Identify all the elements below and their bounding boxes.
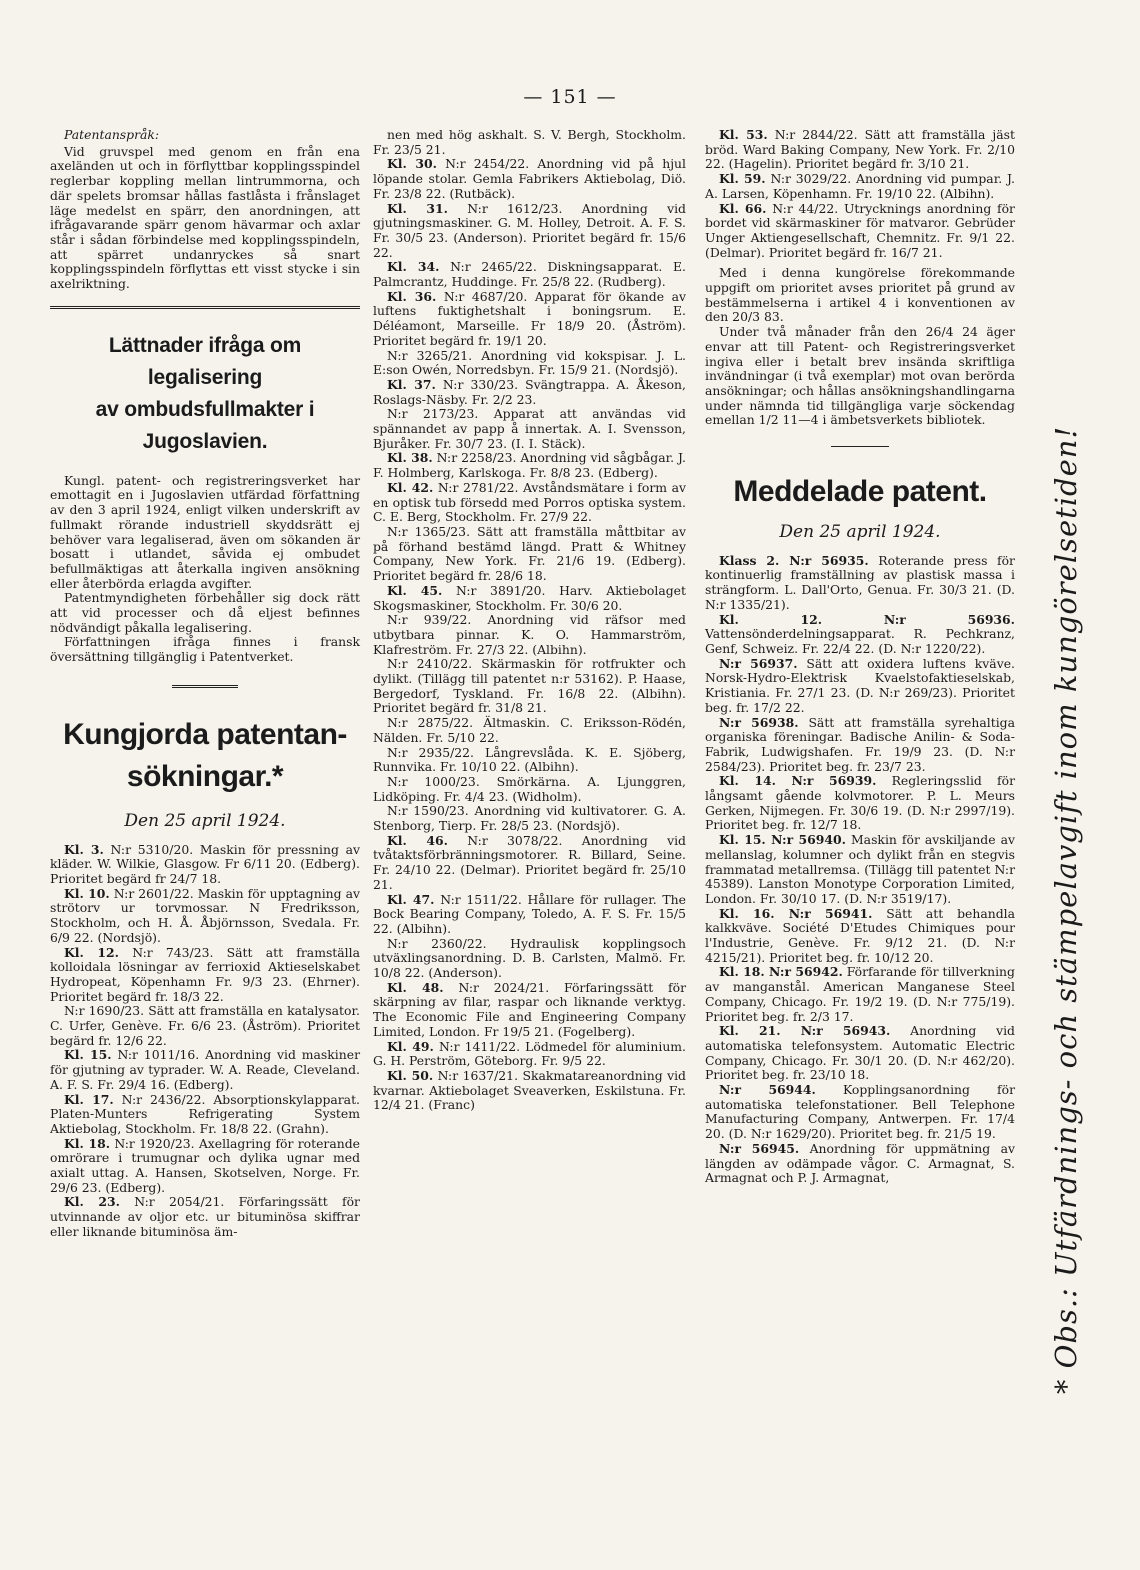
application-entry bbox=[705, 202, 1015, 261]
patent-entry-text: Sätt att framställa syrehaltiga organiska föreningar. Badische Anilin- & Soda-Fabrik, Ludwigshafen. Fr. 19/9 23. (D. N:r 2584/23). Prioritet beg. fr. 23/7 23. bbox=[705, 714, 1015, 774]
application-entry-text: N:r 44/22. Utrycknings anordning för bordet vid skärmaskiner för matvaror. Gebrüder Unger Aktiengesellschaft, Chemnitz. Fr. 9/1 22. (Delmar). Prioritet begärd fr. 16/7 21. bbox=[705, 200, 1015, 260]
application-entry bbox=[50, 1137, 360, 1196]
short-divider bbox=[831, 446, 889, 447]
application-entry-text: N:r 3265/21. Anordning vid kokspisar. J. L. E:son Owén, Norredsbyn. Fr. 15/9 21. (Nordsjö). bbox=[373, 347, 686, 378]
application-entry bbox=[373, 1069, 686, 1113]
application-entry-class: Kl. 46. bbox=[387, 832, 448, 848]
kungjorda-heading-line-2: sökningar.* bbox=[126, 759, 284, 793]
application-entry-text: N:r 2875/22. Ältmaskin. C. Eriksson-Rödén, Nälden. Fr. 5/10 22. bbox=[373, 715, 686, 745]
legalisation-paragraph: Författningen ifråga finnes i fransk översättning tillgänglig i Patentverket. bbox=[50, 634, 360, 665]
application-entry bbox=[373, 1040, 686, 1069]
column-1 bbox=[50, 128, 360, 1240]
patent-entry-class: N:r 56945. bbox=[719, 1140, 800, 1156]
patent-entry-class: Kl. 15. N:r 56940. bbox=[719, 832, 846, 848]
application-entry-class: Kl. 18. bbox=[64, 1135, 111, 1151]
application-entry bbox=[373, 716, 686, 745]
application-entry-text: N:r 3078/22. Anordning vid tvåtaktsförbränningsmotorer. R. Billard, Seine. Fr. 24/10 22. (Delmar). Prioritet begärd fr. 25/10 21. bbox=[373, 832, 686, 892]
application-entry-text: N:r 3029/22. Anordning vid pumpar. J. A. Larsen, Köpenhamn. Fr. 19/10 22. (Albihn). bbox=[705, 171, 1015, 201]
application-entry-class: Kl. 53. bbox=[719, 127, 768, 142]
application-entry bbox=[705, 128, 1015, 172]
column-3 bbox=[705, 128, 1015, 1186]
legalisation-heading-line-2: av ombudsfullmakter i bbox=[95, 397, 315, 421]
application-entry bbox=[373, 128, 686, 157]
application-entry bbox=[50, 843, 360, 887]
application-entry-text: N:r 2173/23. Apparat att användas vid spännandet av papp å innertak. A. I. Svensson, Bjuråker. Fr. 30/7 23. (I. I. Stäck). bbox=[373, 406, 686, 451]
patent-entry-class: N:r 56938. bbox=[719, 714, 799, 730]
application-entry bbox=[50, 1004, 360, 1048]
patent-entry-text: Vattensönderdelningsapparat. R. Pechkranz, Genf, Schweiz. Fr. 22/4 22. (D. N:r 1220/22). bbox=[705, 626, 1015, 656]
kungjorda-date: Den 25 april 1924. bbox=[124, 810, 286, 831]
application-entry-text: N:r 2410/22. Skärmaskin för rotfrukter och dylikt. (Tillägg till patentet n:r 53162). P. Haase, Bergedorf, Tyskland. Fr. 16/8 22. (Albihn). Prioritet begärd fr. 31/8 21. bbox=[373, 656, 686, 716]
application-entry-text: N:r 2465/22. Diskningsapparat. E. Palmcrantz, Huddinge. Fr. 25/8 22. (Rudberg). bbox=[373, 259, 686, 290]
patent-entry bbox=[705, 613, 1015, 657]
patent-entry-class: Kl. 12. N:r 56936. bbox=[719, 611, 1015, 627]
objection-notice: Under två månader från den 26/4 24 äger envar att till Patent- och Registreringsverket ingiva eller i betalt brev insända skriftliga invändningar (i två exemplar) mot ovan berörda ansökningar; och hållas ansökningshandlingarna under nämnda tid tillgängliga varje söckendag emellan 1/2 11—4 i ämbetsverkets bibliotek. bbox=[705, 324, 1015, 428]
application-entry-class: Kl. 66. bbox=[719, 200, 767, 216]
patent-entry-text: Förfarande för tillverkning av manganstål. American Manganese Steel Company, Chicago. Fr. 19/2 19. (D. N:r 775/19). Prioritet beg. fr. 2/3 17. bbox=[705, 964, 1015, 1024]
application-entry bbox=[373, 584, 686, 613]
sidebar-note-text: * Obs.: Utfärdnings- och stämpelavgift inom kungörelsetiden! bbox=[1049, 425, 1083, 1395]
application-entry bbox=[373, 893, 686, 937]
patent-entry-class: N:r 56944. bbox=[719, 1082, 816, 1098]
application-entry-text: N:r 1920/23. Axellagring för roterande omrörare i trumugnar och dylika ugnar med axialt uttag. A. Hansen, Skotselven, Norge. Fr. 29/6 23. (Edberg). bbox=[50, 1135, 360, 1195]
column-2 bbox=[373, 128, 686, 1113]
application-entry-text: N:r 4687/20. Apparat för ökande av luftens fuktighetshalt i boningsrum. E. Déléamont, Marseille. Fr 18/9 20. (Åström). Prioritet begärd fr. 19/1 20. bbox=[373, 288, 686, 348]
application-entry-text: N:r 1011/16. Anordning vid maskiner för gjutning av typrader. W. A. Reade, Cleveland. A. F. S. Fr. 29/4 16. (Edberg). bbox=[50, 1047, 360, 1092]
sidebar-note bbox=[1043, 250, 1089, 1570]
page-number: — 151 — bbox=[523, 86, 617, 108]
application-entry-class: Kl. 59. bbox=[719, 171, 766, 187]
application-entry-text: N:r 2454/22. Anordning vid på hjul löpande stolar. Gemla Fabrikers Aktiebolag, Diö. Fr. 23/8 22. (Rutbäck). bbox=[373, 156, 686, 201]
application-entry-class: Kl. 34. bbox=[387, 259, 440, 275]
patent-entry-text: Sätt att oxidera luftens kväve. Norsk-Hydro-Elektrisk Kvaelstofaktieselskab, Kristiania. Fr. 27/1 23. (D. N:r 269/23). Prioritet beg. fr. 17/2 22. bbox=[705, 655, 1015, 715]
patent-heading: Meddelade patent. bbox=[733, 475, 987, 509]
legalisation-paragraph: Patentmyndigheten förbehåller sig dock rätt att vid processer och då eljest befinnes nödvändigt påkalla legalisering. bbox=[50, 590, 360, 635]
application-entry bbox=[373, 202, 686, 261]
application-entry-class: Kl. 48. bbox=[387, 979, 444, 995]
application-entry bbox=[50, 1093, 360, 1137]
kungjorda-heading bbox=[50, 714, 360, 798]
application-entry-class: Kl. 12. bbox=[64, 944, 119, 960]
patent-entry bbox=[705, 774, 1015, 833]
application-entry-class: Kl. 45. bbox=[387, 582, 443, 598]
patent-entry-class: N:r 56937. bbox=[719, 655, 798, 671]
application-entry-class: Kl. 23. bbox=[64, 1194, 120, 1210]
patent-entry bbox=[705, 907, 1015, 966]
application-entry bbox=[373, 981, 686, 1040]
application-entry bbox=[373, 525, 686, 584]
application-entry bbox=[373, 378, 686, 407]
application-entry-class: Kl. 15. bbox=[64, 1047, 112, 1063]
legalisation-heading-line-1: Lättnader ifråga om legalisering bbox=[108, 333, 302, 389]
legalisation-heading bbox=[50, 330, 360, 458]
application-entry-text: N:r 2935/22. Långrevslåda. K. E. Sjöberg, Runnvika. Fr. 10/10 22. (Albihn). bbox=[373, 744, 686, 775]
patent-entry-text: Regleringsslid för långsamt gående kolvmotorer. P. L. Meurs Gerken, Nijmegen. Fr. 30/6 19. (D. N:r 2997/19). Prioritet beg. fr. 12/7 18. bbox=[705, 773, 1015, 833]
application-entry-class: Kl. 30. bbox=[387, 156, 437, 172]
application-entry bbox=[373, 407, 686, 451]
application-entry bbox=[373, 746, 686, 775]
application-entry bbox=[50, 1048, 360, 1092]
application-entry bbox=[50, 946, 360, 1005]
application-entry-text: N:r 3891/20. Harv. Aktiebolaget Skogsmaskiner, Stockholm. Fr. 30/6 20. bbox=[373, 582, 686, 613]
patent-entry-class: Kl. 14. N:r 56939. bbox=[719, 773, 877, 789]
patent-list bbox=[705, 554, 1015, 1186]
application-entry bbox=[373, 290, 686, 349]
patent-entry-text: Maskin för avskiljande av mellanslag, kolumner och dylikt från en stegvis frammatad metallremsa. (Tillägg till patentet N:r 45389). Lanston Monotype Corporation Limited, London. Fr. 30/10 17. (D. N:r 3519/17). bbox=[705, 832, 1015, 906]
application-entry-text: N:r 1411/22. Lödmedel för aluminium. G. H. Perström, Göteborg. Fr. 9/5 22. bbox=[373, 1038, 686, 1069]
application-entry-text: N:r 2360/22. Hydraulisk kopplingsoch utväxlingsanordning. D. B. Carlsten, Malmö. Fr. 10/8 22. (Anderson). bbox=[373, 935, 686, 981]
application-entry-text: N:r 2781/22. Avståndsmätare i form av en optisk tub försedd med Porros optiska system. C. E. Berg, Stockholm. Fr. 27/9 22. bbox=[373, 479, 686, 525]
application-entry-text: N:r 5310/20. Maskin för pressning av kläder. W. Wilkie, Glasgow. Fr 6/11 20. (Edberg). Prioritet begärd fr 24/7 18. bbox=[50, 841, 360, 886]
patent-entry-text: Kopplingsanordning för automatiska telefonstationer. Bell Telephone Manufacturing Company, Antwerpen. Fr. 17/4 20. (D. N:r 1629/20). Prioritet beg. fr. 21/5 19. bbox=[705, 1082, 1015, 1142]
application-entry-text: N:r 1612/23. Anordning vid gjutningsmaskiner. G. M. Holley, Detroit. A. F. S. Fr. 30/5 23. (Anderson). Prioritet begärd fr. 15/6 22. bbox=[373, 200, 686, 260]
application-entry bbox=[373, 804, 686, 833]
patent-entry-class: Kl. 16. N:r 56941. bbox=[719, 905, 873, 921]
application-entry bbox=[373, 834, 686, 893]
application-entry-text: N:r 2258/23. Anordning vid sågbågar. J. F. Holmberg, Karlskoga. Fr. 8/8 23. (Edberg). bbox=[373, 450, 686, 481]
patent-entry-text: Sätt att behandla kalkkväve. Société D'Etudes Chimiques pour l'Industrie, Genève. Fr. 9/12 21. (D. N:r 4215/21). Prioritet beg. fr. 10/12 20. bbox=[705, 905, 1015, 965]
application-entry-text: N:r 2024/21. Förfaringssätt för skärpning av filar, raspar och liknande verktyg. The Economic File and Engineering Company Limited, London. Fr 19/5 21. (Fogelberg). bbox=[373, 979, 686, 1039]
application-entry-text: N:r 1511/22. Hållare för rullager. The Bock Bearing Company, Toledo, A. F. S. Fr. 15/5 22. (Albihn). bbox=[373, 891, 686, 936]
application-entry-class: Kl. 42. bbox=[387, 479, 434, 495]
application-entry bbox=[373, 451, 686, 480]
patent-entry-text: Anordning för uppmätning av längden av odämpade vågor. C. Armagnat, S. Armagnat och P. J. Armagnat, bbox=[705, 1140, 1015, 1186]
patent-entry bbox=[705, 554, 1015, 613]
application-list bbox=[373, 128, 686, 1113]
patent-entry-text: Roterande press för kontinuerlig framställning av plastisk massa i strängform. L. Dall'Orto, Genua. Fr. 30/3 21. (D. N:r 1335/21). bbox=[705, 552, 1015, 612]
legalisation-paragraph: Kungl. patent- och registreringsverket har emottagit en i Jugoslavien utfärdad författning av den 3 april 1924, enligt vilken underskrift av fullmakt rörande industriell skyddsrätt ej behöver vara legaliserad, även om sökanden är bosatt i utlandet, såvida ej ombudet befullmäktigas att återkalla ingiven ansökning eller återbörda erlagda avgifter. bbox=[50, 472, 360, 591]
application-entry-class: Kl. 36. bbox=[387, 288, 437, 304]
patent-entry bbox=[705, 716, 1015, 775]
application-entry-text: N:r 330/23. Svängtrappa. A. Åkeson, Roslags-Näsby. Fr. 2/2 23. bbox=[373, 376, 686, 407]
application-entry-text: N:r 2054/21. Förfaringssätt för utvinnande av oljor etc. ur bituminösa skiffrar eller liknande bituminösa äm- bbox=[50, 1194, 360, 1239]
patent-entry-text: Anordning vid automatiska telefonsystem. Automatic Electric Company, Chicago. Fr. 30/1 20. (D. N:r 462/20). Prioritet beg. fr. 23/10 18. bbox=[705, 1023, 1015, 1083]
application-entry-class: Kl. 3. bbox=[64, 841, 104, 857]
application-entry-text: N:r 1690/23. Sätt att framställa en katalysator. C. Urfer, Genève. Fr. 6/6 23. (Åström). Prioritet begärd fr. 12/6 22. bbox=[50, 1003, 360, 1048]
application-entry-text: N:r 2844/22. Sätt att framställa jäst bröd. Ward Baking Company, New York. Fr. 2/10 22. (Hagelin). Prioritet begärd fr. 3/10 21. bbox=[705, 127, 1015, 172]
application-list bbox=[705, 128, 1015, 260]
claims-label: Patentanspråk: bbox=[64, 127, 160, 142]
priority-notice: Med i denna kungörelse förekommande uppgift om prioritet avses prioritet på grund av bestämmelserna i artikel 4 i konventionen av den 20/3 83. bbox=[705, 265, 1015, 325]
application-entry-class: Kl. 10. bbox=[64, 885, 110, 901]
application-entry-text: N:r 1365/23. Sätt att framställa måttbitar av på förhand bestämd längd. Pratt & Whitney Company, New York. Fr. 21/6 19. (Edberg). Prioritet begärd fr. 28/6 18. bbox=[373, 523, 686, 584]
patent-entry bbox=[705, 1083, 1015, 1142]
section-divider bbox=[50, 306, 360, 312]
application-entry-class: Kl. 17. bbox=[64, 1091, 114, 1107]
application-entry bbox=[373, 481, 686, 525]
application-entry-text: nen med hög askhalt. S. V. Bergh, Stockholm. Fr. 23/5 21. bbox=[373, 127, 686, 157]
application-entry bbox=[373, 260, 686, 289]
application-entry-class: Kl. 31. bbox=[387, 200, 448, 216]
application-entry-text: N:r 939/22. Anordning vid räfsor med utbytbara pinnar. K. O. Hammarström, Klafreström. Fr. 27/3 22. (Albihn). bbox=[373, 612, 686, 657]
patent-entry bbox=[705, 657, 1015, 716]
application-entry bbox=[50, 887, 360, 946]
application-entry bbox=[373, 657, 686, 716]
patent-entry bbox=[705, 833, 1015, 907]
patent-entry bbox=[705, 965, 1015, 1024]
patent-entry bbox=[705, 1142, 1015, 1186]
patent-entry bbox=[705, 1024, 1015, 1083]
application-entry-text: N:r 1590/23. Anordning vid kultivatorer. G. A. Stenborg, Tierp. Fr. 28/5 23. (Nordsjö). bbox=[373, 803, 686, 834]
application-entry bbox=[373, 613, 686, 657]
application-entry-class: Kl. 37. bbox=[387, 376, 436, 392]
application-entry-text: N:r 2436/22. Absorptionskylapparat. Platen-Munters Refrigerating System Aktiebolag, Stockholm. Fr. 18/8 22. (Grahn). bbox=[50, 1091, 360, 1136]
patent-date: Den 25 april 1924. bbox=[779, 522, 941, 543]
application-entry-text: N:r 1637/21. Skakmatareanordning vid kvarnar. Aktiebolaget Sveaverken, Eskilstuna. Fr. 12/4 21. (Franc) bbox=[373, 1068, 686, 1113]
short-divider bbox=[172, 685, 238, 690]
kungjorda-heading-line-1: Kungjorda patentan- bbox=[63, 717, 347, 751]
application-entry-text: N:r 743/23. Sätt att framställa kolloidala lösningar av ferrioxid Aktieselskabet Hydropeat, Köpenhamn Fr. 9/3 23. (Ehrner). Prioritet begärd fr. 18/3 22. bbox=[50, 944, 360, 1004]
application-entry-class: Kl. 49. bbox=[387, 1038, 434, 1054]
application-entry bbox=[373, 937, 686, 981]
application-entry bbox=[373, 349, 686, 378]
patent-entry-class: Kl. 18. N:r 56942. bbox=[719, 964, 843, 980]
application-entry bbox=[373, 775, 686, 804]
application-entry bbox=[705, 172, 1015, 201]
application-entry-class: Kl. 38. bbox=[387, 450, 433, 466]
application-entry-class: Kl. 47. bbox=[387, 891, 435, 907]
patent-entry-class: Klass 2. N:r 56935. bbox=[719, 552, 869, 568]
patent-entry-class: Kl. 21. N:r 56943. bbox=[719, 1023, 891, 1039]
application-entry-class: Kl. 50. bbox=[387, 1068, 434, 1083]
application-entry bbox=[50, 1195, 360, 1239]
claims-text: Vid gruvspel med genom en från ena axeländen ut och in förflyttbar kopplingsspindel reglerbar koppling mellan lintrummorna, och där spelets bromsar hållas fastlåsta i frånslaget läge medelst en spärr, den anordningen, att ifrågavarande spärr genom hävarmar och axlar står i sådan förbindelse med kopplingsspindeln, att spärret undanryckes så snart kopplingsspindeln förflyttas ett visst stycke i sin axelriktning. bbox=[50, 143, 360, 292]
application-entry-text: N:r 1000/23. Smörkärna. A. Ljunggren, Lidköping. Fr. 4/4 23. (Widholm). bbox=[373, 773, 686, 804]
legalisation-heading-line-3: Jugoslavien. bbox=[142, 429, 268, 453]
application-list bbox=[50, 843, 360, 1240]
application-entry-text: N:r 2601/22. Maskin för upptagning av strötorv ur torvmossar. N Fredriksson, Stockholm, och H. Å. Åbjörnsson, Svedala. Fr. 6/9 22. (Nordsjö). bbox=[50, 885, 360, 945]
application-entry bbox=[373, 157, 686, 201]
